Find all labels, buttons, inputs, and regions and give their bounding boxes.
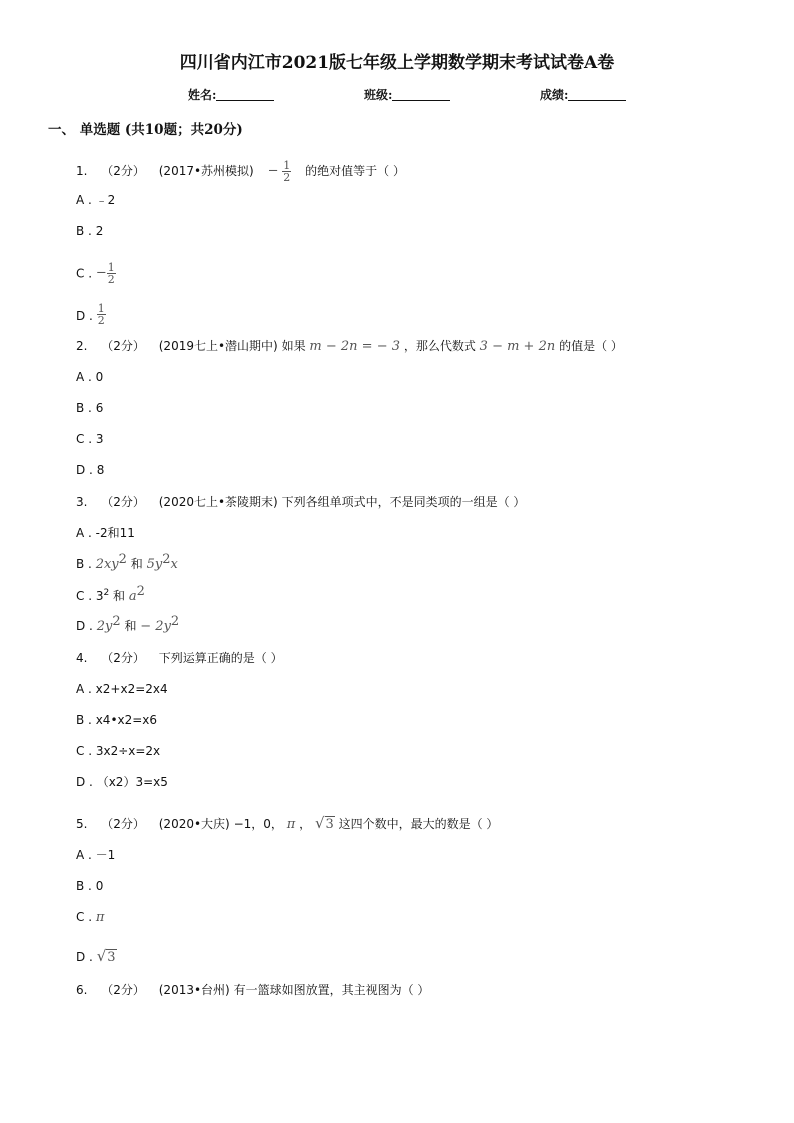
section-heading: 一、 单选题 (共10题；共20分) — [48, 122, 243, 138]
math-fraction: $\frac{1}{2}$ — [97, 302, 105, 327]
name-blank[interactable] — [216, 88, 274, 101]
option-3a[interactable]: A . -2和11 — [76, 526, 135, 540]
question-text: 的绝对值等于（ ） — [305, 164, 405, 178]
math-expression: m − 2n = − 3 — [309, 339, 400, 354]
question-score: （2分） — [101, 164, 145, 178]
question-score: （2分） — [101, 495, 145, 509]
option-1d[interactable]: D . $\frac{1}{2}$ — [76, 302, 105, 327]
option-1a[interactable]: A . ﹣2 — [76, 193, 116, 207]
question-2: 2. （2分） (2019七上•潜山期中) 如果 m − 2n = − 3 ，那么代数式 3 − m + 2n 的值是（ ） — [76, 339, 623, 354]
question-5: 5. （2分） (2020•大庆) −1，0， π ， √3 这四个数中，最大的数是（ ） — [76, 814, 499, 832]
question-number: 4. — [76, 651, 88, 665]
student-info — [0, 86, 794, 104]
page-title: 四川省内江市2021版七年级上学期数学期末考试试卷A卷 — [179, 53, 615, 73]
question-text: 下列各组单项式中，不是同类项的一组是（ ） — [281, 495, 526, 509]
question-number: 5. — [76, 817, 88, 831]
name-label: 姓名: — [188, 88, 217, 102]
question-4 — [76, 650, 283, 666]
question-source: (2017•苏州模拟) — [158, 164, 254, 178]
option-2c[interactable]: C . 3 — [76, 432, 104, 446]
question-number: 2. — [76, 339, 88, 353]
option-3c[interactable]: C . $3^2$ 和 $a^2$ — [76, 584, 145, 604]
math-expression: 3 − m + 2n — [479, 339, 556, 354]
option-4a[interactable]: A . x2+x2=2x4 — [76, 682, 168, 696]
name-field[interactable] — [188, 86, 274, 103]
option-5b[interactable]: B . 0 — [76, 879, 104, 893]
math-pi: π — [286, 817, 296, 832]
class-field[interactable] — [364, 86, 450, 103]
question-text: 的值是（ ） — [559, 339, 623, 353]
question-text: 下列运算正确的是（ ） — [158, 651, 283, 665]
math-fraction: $\frac{1}{2}$ — [107, 261, 115, 286]
question-1 — [76, 160, 405, 183]
option-2d[interactable]: D . 8 — [76, 463, 105, 477]
question-source: (2013•台州) — [158, 983, 230, 997]
question-source: (2019七上•潜山期中) — [158, 339, 278, 353]
score-label: 成绩: — [540, 88, 569, 102]
question-number: 6. — [76, 983, 88, 997]
question-score: （2分） — [101, 651, 145, 665]
question-number: 1. — [76, 164, 88, 178]
math-sqrt: √3 — [314, 814, 334, 832]
score-field[interactable] — [540, 86, 626, 103]
option-3d[interactable]: D . $2y^2$ 和 − $2y^2$ — [76, 614, 180, 634]
option-1c[interactable]: C . − $\frac{1}{2}$ — [76, 261, 115, 286]
question-score: （2分） — [101, 339, 145, 353]
score-blank[interactable] — [568, 88, 626, 101]
option-3b[interactable]: B . $2xy^2$ 和 $5y^2x$ — [76, 552, 178, 572]
option-1b[interactable]: B . 2 — [76, 224, 104, 238]
question-number: 3. — [76, 495, 88, 509]
option-4d[interactable]: D . （x2）3=x5 — [76, 775, 168, 789]
math-fraction: $\frac{1}{2}$ — [283, 159, 291, 184]
option-5c[interactable]: C . π — [76, 910, 105, 925]
question-source: (2020七上•茶陵期末) — [158, 495, 278, 509]
question-text: 这四个数中，最大的数是（ ） — [338, 817, 499, 831]
option-5a[interactable]: A . －1 — [76, 848, 116, 862]
option-2a[interactable]: A . 0 — [76, 370, 104, 384]
question-6 — [76, 982, 429, 998]
option-4c[interactable]: C . 3x2÷x=2x — [76, 744, 161, 758]
option-5d[interactable]: D . √3 — [76, 947, 116, 965]
option-4b[interactable]: B . x4•x2=x6 — [76, 713, 158, 727]
question-score: （2分） — [101, 817, 145, 831]
question-source: (2020•大庆) — [158, 817, 230, 831]
class-blank[interactable] — [392, 88, 450, 101]
class-label: 班级: — [364, 88, 393, 102]
question-score: （2分） — [101, 983, 145, 997]
question-text: 有一篮球如图放置，其主视图为（ ） — [233, 983, 430, 997]
math-sign: − — [267, 163, 279, 179]
question-3 — [76, 494, 525, 510]
math-sqrt: √3 — [96, 947, 116, 965]
option-2b[interactable]: B . 6 — [76, 401, 104, 415]
